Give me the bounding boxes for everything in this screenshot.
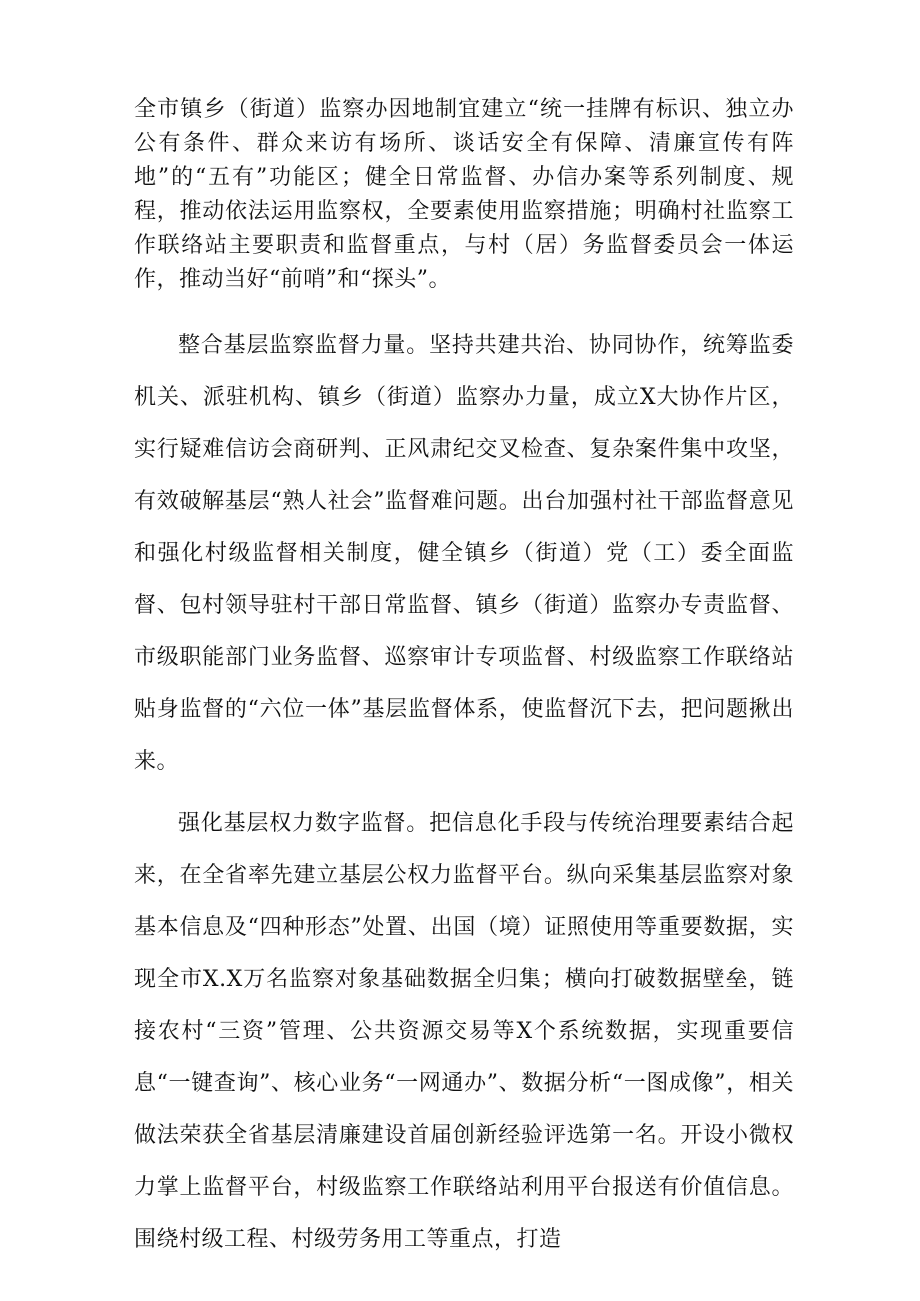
paragraph-continuation: 全市镇乡（街道）监察办因地制宜建立“统一挂牌有标识、独立办公有条件、群众来访有场所、谈话安全有保障、清廉宣传有阵地”的“五有”功能区；健全日常监督、办信办案等系列制度、规程，推动依法运用监察权，全要素使用监察措施；明确村社监察工作联络站主要职责和监督重点，与村（居）务监督委员会一体运作，推动当好“前哨”和“探头”。 xyxy=(134,97,794,292)
paragraph-digital-supervision: 强化基层权力数字监督。把信息化手段与传统治理要素结合起来，在全省率先建立基层公权力监督平台。纵向采集基层监察对象基本信息及“四种形态”处置、出国（境）证照使用等重要数据，实现全市X.X万名监察对象基础数据全归集；横向打破数据壁垒，链接农村“三资”管理、公共资源交易等X个系统数据，实现重要信息“一键查询”、核心业务“一网通办”、数据分析“一图成像”，相关做法荣获全省基层清廉建设首届创新经验评选第一名。开设小微权力掌上监督平台，村级监察工作联络站利用平台报送有价值信息。围绕村级工程、村级劳务用工等重点，打造 xyxy=(134,811,794,1252)
document-body xyxy=(134,93,794,1266)
paragraph-supervision-forces: 整合基层监察监督力量。坚持共建共治、协同协作，统筹监委机关、派驻机构、镇乡（街道）监察办力量，成立X大协作片区，实行疑难信访会商研判、正风肃纪交叉检查、复杂案件集中攻坚，有效破解基层“熟人社会”监督难问题。出台加强村社干部监督意见和强化村级监督相关制度，健全镇乡（街道）党（工）委全面监督、包村领导驻村干部日常监督、镇乡（街道）监察办专责监督、市级职能部门业务监督、巡察审计专项监督、村级监察工作联络站贴身监督的“六位一体”基层监督体系，使监督沉下去，把问题揪出来。 xyxy=(134,333,794,774)
